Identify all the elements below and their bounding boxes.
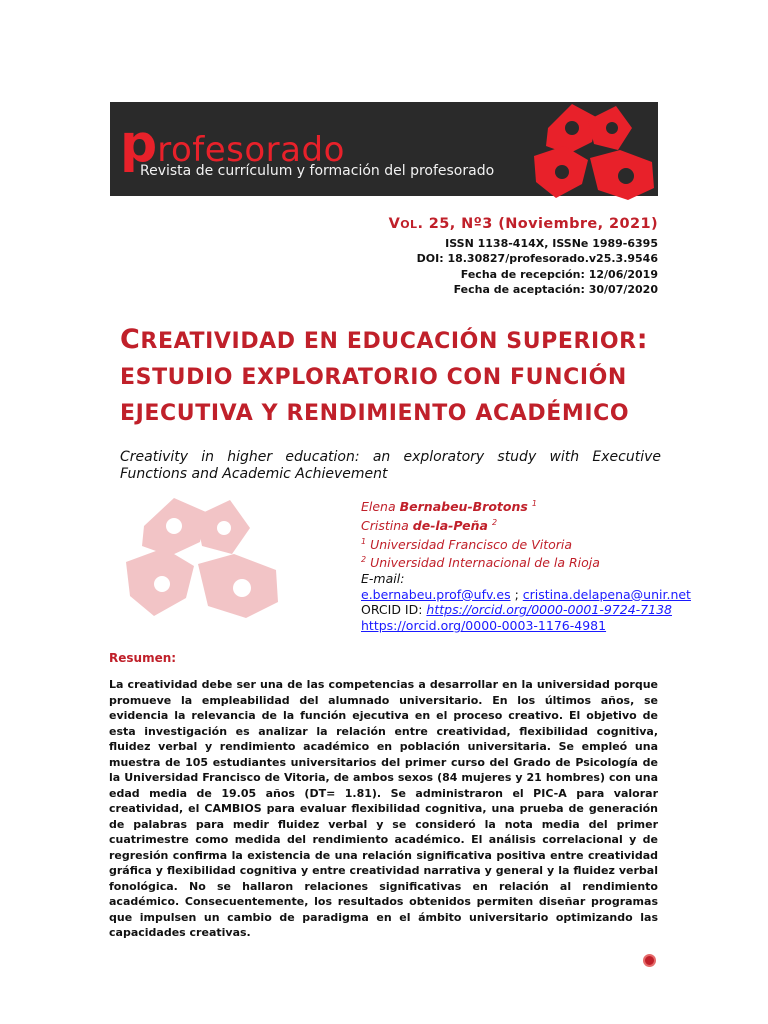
title-initial: C (120, 324, 141, 355)
journal-logo-icon (528, 98, 660, 204)
abstract-heading: Resumen: (109, 651, 177, 665)
volume-ol: OL (400, 218, 418, 231)
volume-rest: . 25, Nº3 (Noviembre, 2021) (417, 216, 658, 232)
author-1 (361, 496, 691, 515)
volume-info (389, 216, 658, 232)
abstract-text: La creatividad debe ser una de las competencias a desarrollar en la universidad porque promueve la empleabilidad del alumnado universitario. En los últimos años, se evidencia la relevancia de la función ejecutiva en el proceso creativo. El objetivo de esta investigación es analizar la relación entre creatividad, flexibilidad cognitiva, fluidez verbal y rendimiento académico en población universitaria. Se empleó una muestra de 105 estudiantes universitarios del primer curso del Grado de Psicología de la Universidad Francisco de Vitoria, de ambos sexos (84 mujeres y 21 hombres) con una edad media de 19.05 años (DT= 1.81). Se administraron el PIC-A para valorar creatividad, el CAMBIOS para evaluar flexibilidad cognitiva, una prueba de generación de palabras para medir fluidez verbal y se consideró la nota media del primer cuatrimestre como medida del rendimiento académico. El análisis correlacional y de regresión confirma la existencia de una relación significativa positiva entre creatividad gráfica y flexibilidad cognitiva y entre creatividad narrativa y general y la fluidez verbal fonológica. No se hallaron relaciones significativas en relación al rendimiento académico. Consecuentemente, los resultados obtenidos permiten diseñar programas que impulsen un cambio de paradigma en el ámbito universitario optimizando las capacidades creativas. (109, 678, 658, 939)
title-line-2: ESTUDIO EXPLORATORIO CON FUNCIÓN (120, 365, 627, 390)
affiliation-2-sup: 2 (361, 555, 367, 565)
title-line-1 (120, 322, 680, 360)
email-line (361, 587, 691, 603)
affiliation-1 (361, 534, 691, 553)
author-2-sup: 2 (491, 517, 498, 527)
author-1-first: Elena (361, 499, 400, 515)
doi: DOI: 18.30827/profesorado.v25.3.9546 (416, 252, 658, 266)
journal-name-initial: p (120, 114, 158, 174)
page-navigation-dot[interactable] (643, 954, 656, 967)
orcid-line (361, 602, 691, 618)
orcid-link-2[interactable]: https://orcid.org/0000-0003-1176-4981 (361, 617, 607, 633)
orcid-label: ORCID ID: (361, 602, 427, 618)
article-title (120, 322, 680, 432)
accepted-date: Fecha de aceptación: 30/07/2020 (453, 282, 658, 296)
affiliation-2 (361, 552, 691, 571)
email-link-1[interactable]: e.bernabeu.prof@ufv.es (361, 586, 511, 602)
received-date: Fecha de recepción: 12/06/2019 (460, 267, 658, 281)
affiliation-1-sup: 1 (361, 536, 367, 546)
watermark-logo-icon (120, 490, 284, 626)
article-title-english: Creativity in higher education: an exploratory study with Executive Functions and Academic Achievement (120, 449, 661, 482)
author-2 (361, 515, 691, 534)
affiliation-2-text: Universidad Internacional de la Rioja (370, 555, 600, 571)
title-line-3: EJECUTIVA Y RENDIMIENTO ACADÉMICO (120, 401, 630, 426)
authors-block (361, 496, 691, 633)
orcid-line-2 (361, 618, 691, 634)
affiliation-1-text: Universidad Francisco de Vitoria (370, 536, 573, 552)
journal-subtitle: Revista de currículum y formación del profesorado (140, 163, 495, 179)
email-separator: ; (510, 586, 523, 602)
issn: ISSN 1138-414X, ISSNe 1989-6395 (445, 237, 658, 250)
email-link-2[interactable]: cristina.delapena@unir.net (522, 586, 691, 602)
email-label: E-mail: (361, 571, 405, 586)
author-2-last: de-la-Peña (412, 517, 488, 533)
orcid-link-1[interactable]: https://orcid.org/0000-0001-9724-7138 (426, 602, 672, 618)
volume-v: V (388, 216, 401, 232)
author-2-first: Cristina (361, 517, 413, 533)
title-line-1-text: REATIVIDAD EN EDUCACIÓN SUPERIOR (140, 329, 637, 354)
author-1-last: Bernabeu-Brotons (399, 499, 528, 515)
journal-name-rest: rofesorado (157, 130, 345, 170)
article-metadata (417, 236, 658, 297)
author-1-sup: 1 (531, 499, 537, 508)
title-colon: : (636, 324, 649, 355)
